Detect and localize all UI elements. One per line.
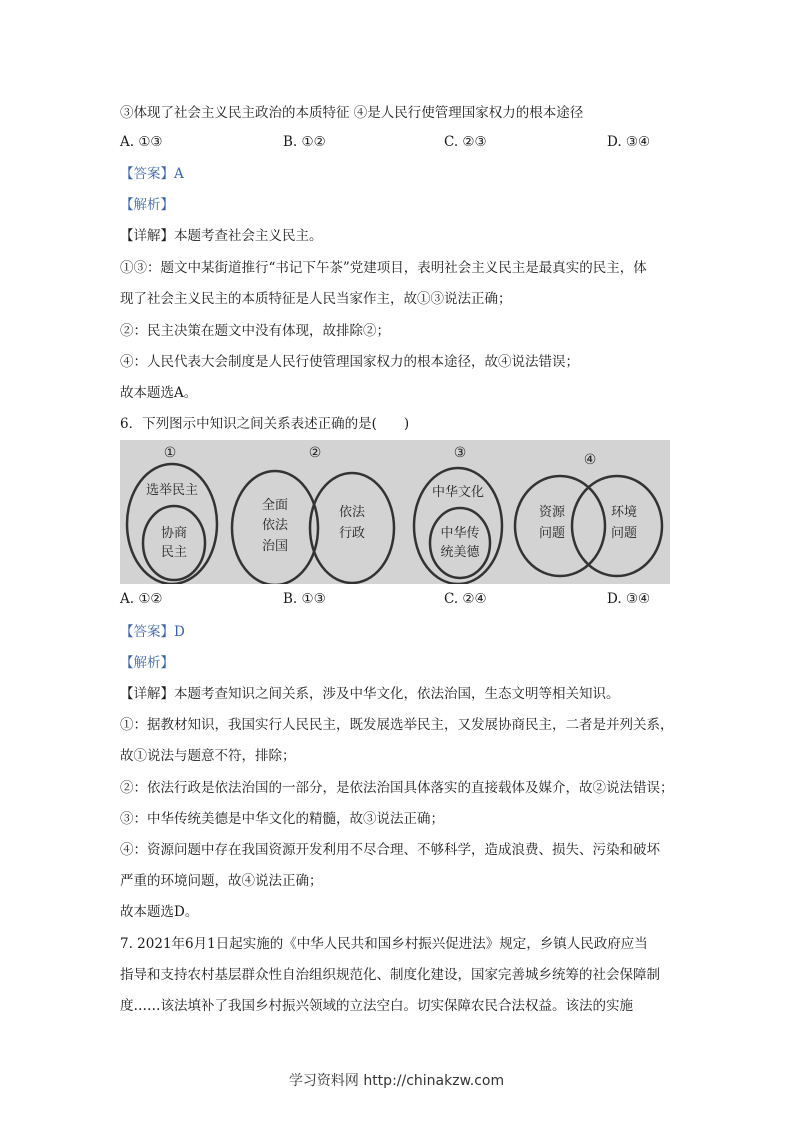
d2-left-label-2: 依法: [261, 518, 289, 533]
d4-number: ④: [583, 452, 597, 468]
q5-para-3: ②：民主决策在题文中没有体现，故排除②；: [120, 323, 390, 339]
d4-right-label-1: 环境: [610, 505, 638, 520]
d1-inner-label-2: 民主: [160, 545, 188, 560]
q6-para-5: ④：资源问题中存在我国资源开发利用不尽合理、不够科学，造成浪费、损失、污染和破坏: [120, 842, 660, 858]
q5-para-4: ④：人民代表大会制度是人民行使管理国家权力的根本途径，故④说法错误；: [120, 354, 579, 370]
q5-option-d: D. ③④: [607, 134, 651, 150]
q5-analysis-label: 【解析】: [120, 197, 174, 213]
d3-inner-label-2: 统美德: [440, 545, 480, 560]
d4-left-label-2: 问题: [538, 526, 566, 541]
q6-venn-figure: [120, 440, 670, 584]
d3-inner-circle: [430, 508, 490, 578]
d4-right-label-2: 问题: [610, 526, 638, 541]
q6-detail: 【详解】本题考查知识之间关系，涉及中华文化，依法治国，生态文明等相关知识。: [120, 686, 620, 702]
q5-para-5: 故本题选A。: [120, 385, 198, 401]
d1-outer-circle: [127, 464, 217, 584]
q5-option-a: A. ①③: [120, 134, 163, 150]
q5-option-c: C. ②③: [444, 134, 487, 150]
q5-option-text: ③体现了社会主义民主政治的本质特征 ④是人民行使管理国家权力的根本途径: [120, 105, 584, 121]
q6-para-3: ②：依法行政是依法治国的一部分，是依法治国具体落实的直接载体及媒介，故②说法错误；: [120, 780, 674, 796]
d1-inner-circle: [143, 506, 205, 580]
q5-detail: 【详解】本题考查社会主义民主。: [120, 228, 323, 244]
d1-inner-label-1: 协商: [160, 526, 188, 541]
q6-para-6: 严重的环境问题，故④说法正确；: [120, 873, 323, 889]
q6-analysis-label: 【解析】: [120, 655, 174, 671]
d2-left-label-1: 全面: [261, 498, 289, 513]
q7-line-1: 7. 2021年6月1日起实施的《中华人民共和国乡村振兴促进法》规定，乡镇人民政府应当: [120, 936, 648, 952]
q5-para-1: ①③：题文中某街道推行“书记下午茶”党建项目，表明社会主义民主是最真实的民主，体: [120, 260, 647, 276]
q6-para-2: 故①说法与题意不符，排除；: [120, 748, 296, 764]
d3-number: ③: [453, 445, 467, 461]
q5-options: [120, 134, 680, 154]
q6-para-1: ①：据教材知识，我国实行人民民主，既发展选举民主，又发展协商民主，二者是并列关系，: [120, 717, 674, 733]
d1-number: ①: [163, 445, 177, 461]
q5-option-b: B. ①②: [283, 134, 326, 150]
q6-answer: 【答案】D: [120, 624, 185, 640]
q6-option-b: B. ①③: [283, 591, 326, 607]
q6-option-d: D. ③④: [607, 591, 651, 607]
q5-para-2: 现了社会主义民主的本质特征是人民当家作主，故①③说法正确；: [120, 291, 512, 307]
q6-para-7: 故本题选D。: [120, 904, 199, 920]
d2-right-label-2: 行政: [338, 526, 366, 541]
q6-option-a: A. ①②: [120, 591, 163, 607]
q6-para-4: ③：中华传统美德是中华文化的精髓，故③说法正确；: [120, 811, 444, 827]
q7-line-3: 度……该法填补了我国乡村振兴领域的立法空白。切实保障农民合法权益。该法的实施: [120, 998, 633, 1014]
q5-answer: 【答案】A: [120, 166, 184, 182]
d3-inner-label-1: 中华传: [440, 526, 480, 541]
d2-right-label-1: 依法: [338, 505, 366, 520]
footer-watermark: 学习资料网 http://chinakzw.com: [288, 1073, 505, 1089]
d2-number: ②: [308, 445, 322, 461]
q6-stem: 6．下列图示中知识之间关系表述正确的是( ): [120, 416, 410, 432]
d1-outer-label: 选举民主: [145, 483, 199, 498]
d3-outer-label: 中华文化: [431, 485, 485, 500]
d2-left-label-3: 治国: [261, 539, 289, 554]
q6-options: [120, 591, 680, 611]
q7-line-2: 指导和支持农村基层群众性自治组织规范化、制度化建设，国家完善城乡统筹的社会保障制: [120, 967, 660, 983]
q6-option-c: C. ②④: [444, 591, 487, 607]
d4-left-label-1: 资源: [538, 505, 566, 520]
